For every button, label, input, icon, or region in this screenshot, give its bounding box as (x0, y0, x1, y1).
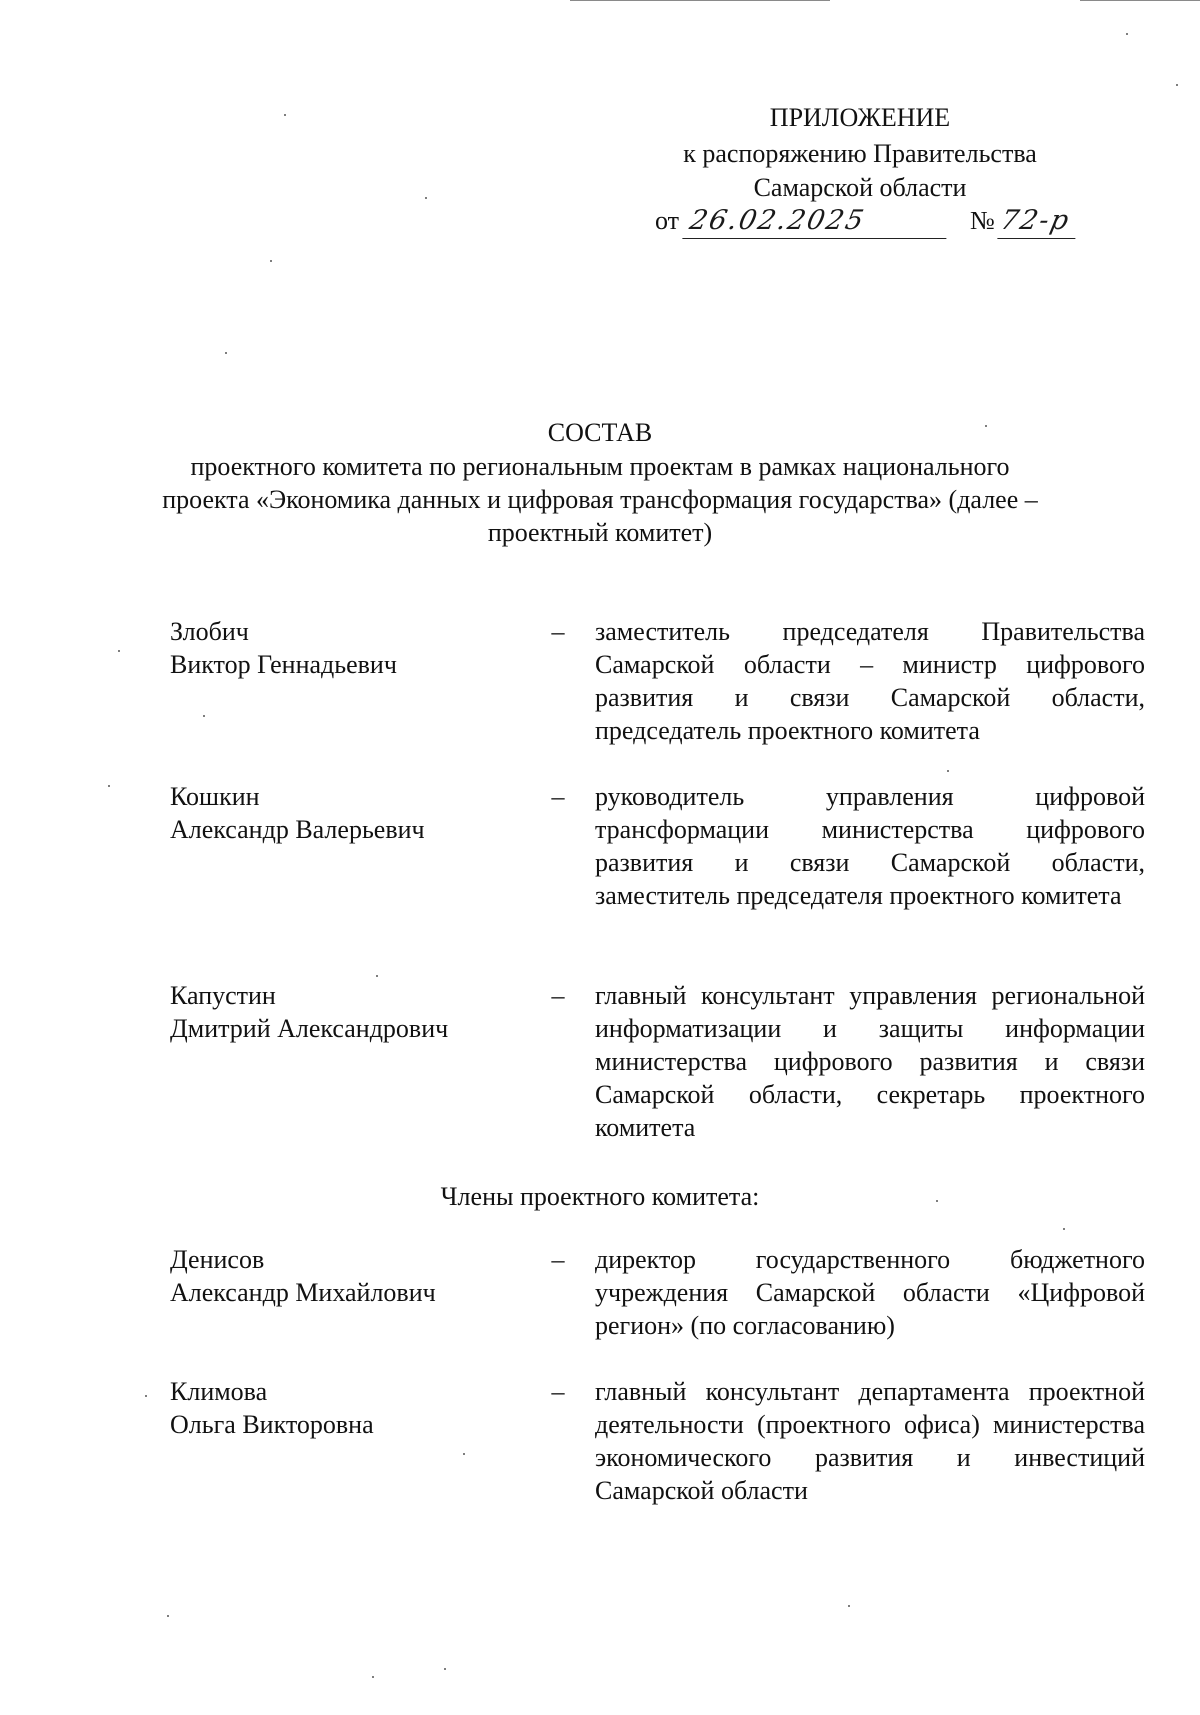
scan-speck (203, 715, 205, 717)
date-prefix: от (655, 206, 680, 235)
scan-speck (167, 1615, 169, 1617)
person-role: директор государственного бюджетного учреждения Самарской области «Цифровой регион» (по согласованию) (595, 1245, 1145, 1340)
annex-line-2: Самарской области (753, 173, 967, 202)
scan-speck (463, 1453, 465, 1455)
surname: Злобич (170, 617, 249, 646)
surname: Климова (170, 1377, 268, 1406)
person-name (170, 1375, 530, 1441)
scan-speck (225, 352, 227, 354)
handwritten-date: 26.02.2025 (682, 204, 953, 239)
given-names: Дмитрий Александрович (170, 1014, 449, 1043)
scan-speck (108, 785, 110, 787)
annex-title: ПРИЛОЖЕНИЕ (769, 103, 951, 132)
person-role: главный консультант департамента проектной деятельности (проектного офиса) министерства экономического развития и инвестиций Самарской области (595, 1377, 1145, 1505)
scan-speck (1176, 84, 1178, 86)
person-role: руководитель управления цифровой трансформации министерства цифрового развития и связи Самарской области, заместитель председателя проектного комитета (595, 782, 1145, 910)
person-name (170, 1243, 530, 1309)
members-label: Члены проектного комитета: (440, 1182, 760, 1211)
given-names: Александр Михайлович (170, 1278, 436, 1307)
person-name (170, 615, 530, 681)
scan-speck (270, 260, 272, 262)
scan-speck (1063, 1228, 1065, 1230)
scan-speck (372, 1676, 374, 1678)
handwritten-number: 72-р (998, 204, 1083, 239)
surname: Кошкин (170, 782, 260, 811)
scan-speck (444, 1668, 446, 1670)
given-names: Александр Валерьевич (170, 815, 425, 844)
entry-dash: – (551, 1245, 565, 1274)
entry-dash: – (551, 617, 565, 646)
surname: Капустин (170, 981, 276, 1010)
scan-speck (118, 650, 120, 652)
scan-speck (848, 1605, 850, 1607)
person-name (170, 780, 530, 846)
entry-dash: – (551, 782, 565, 811)
scan-speck (936, 1200, 938, 1202)
person-role: главный консультант управления региональной информатизации и защиты информации министерства цифрового развития и связи Самарской области, секретарь проектного комитета (595, 981, 1145, 1142)
surname: Денисов (170, 1245, 265, 1274)
number-prefix: № (970, 206, 995, 235)
scan-speck (425, 197, 427, 199)
person-role: заместитель председателя Правительства Самарской области – министр цифрового развития и связи Самарской области, председатель проектного комитета (595, 617, 1145, 745)
entry-dash: – (551, 981, 565, 1010)
scan-edge-line (570, 0, 830, 1)
scan-speck (1126, 33, 1128, 35)
scan-speck (284, 114, 286, 116)
annex-line-1: к распоряжению Правительства (683, 139, 1037, 168)
scan-speck (145, 1395, 147, 1397)
given-names: Ольга Викторовна (170, 1410, 374, 1439)
composition-subtitle: проектного комитета по региональным проектам в рамках национального проекта «Экономика данных и цифровая трансформация государства» (далее – проектный комитет) (162, 452, 1038, 547)
composition-heading: СОСТАВ (547, 418, 653, 447)
scan-speck (947, 770, 949, 772)
given-names: Виктор Геннадьевич (170, 650, 397, 679)
scan-speck (985, 425, 987, 427)
scan-edge-line (1080, 0, 1200, 1)
person-name (170, 979, 530, 1045)
entry-dash: – (551, 1377, 565, 1406)
annex-reference (655, 204, 1075, 239)
scan-speck (376, 975, 378, 977)
